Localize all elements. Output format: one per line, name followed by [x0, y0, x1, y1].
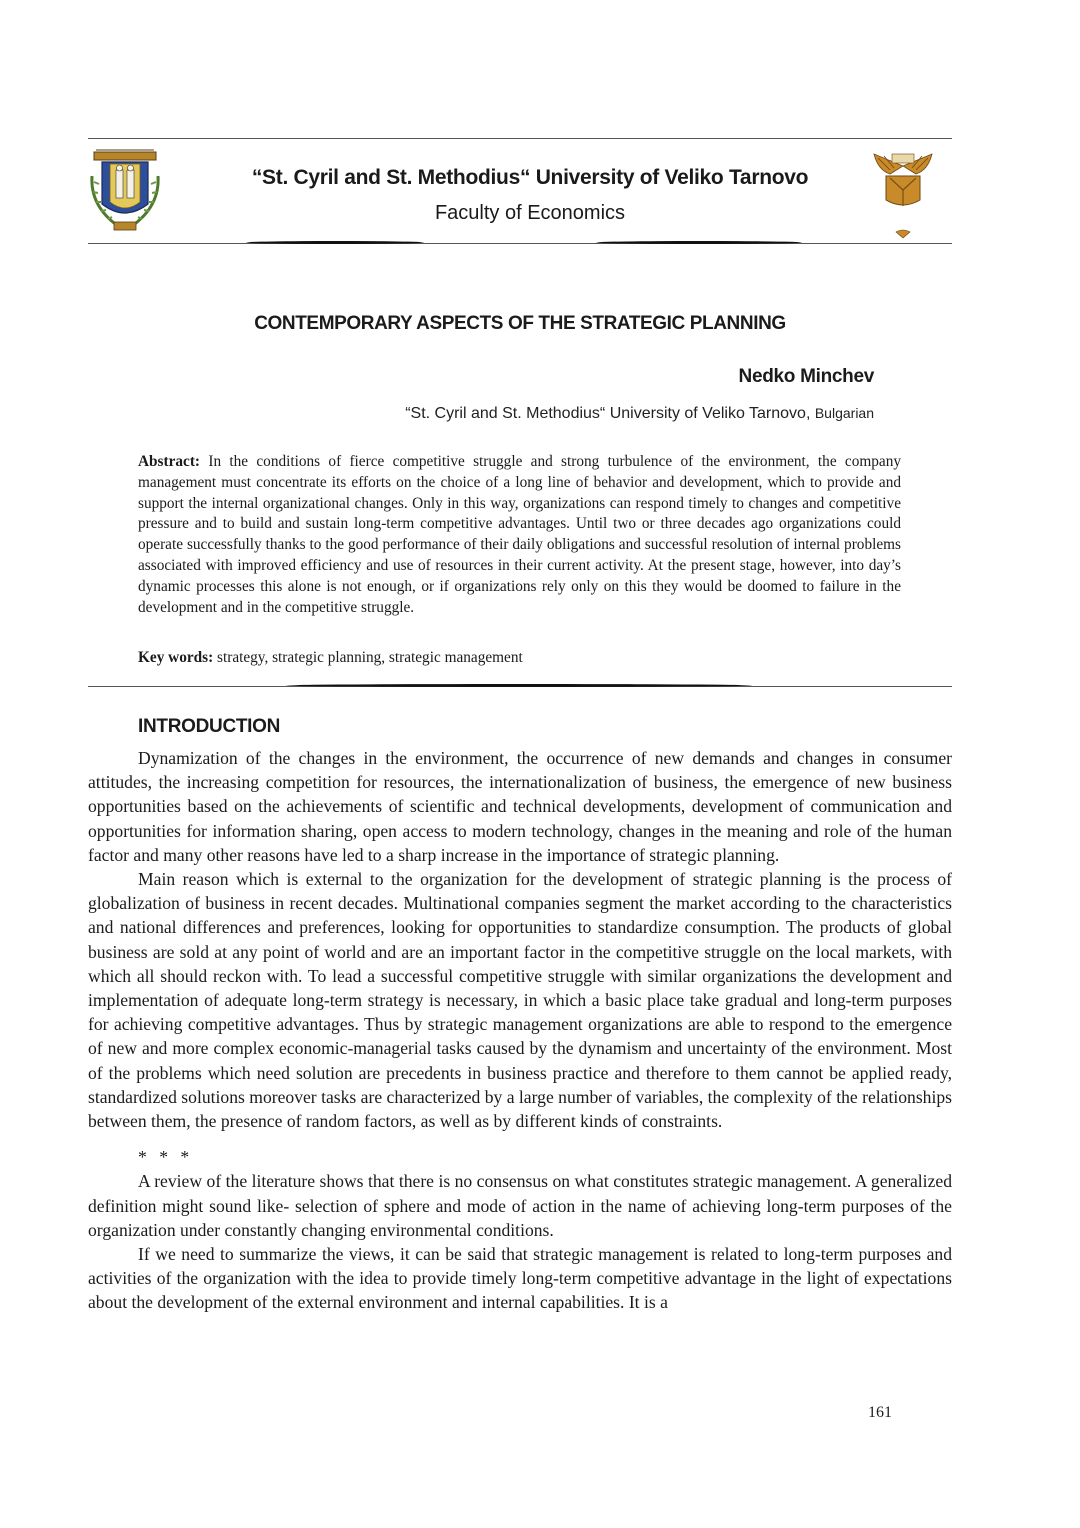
introduction-body [88, 746, 952, 1315]
paper-title: CONTEMPORARY ASPECTS OF THE STRATEGIC PLANNING [254, 313, 786, 334]
paragraph-1: Dynamization of the changes in the environment, the occurrence of new demands and changes in consumer attitudes, the increasing competition for resources, the internationalization of business, the emergence of new business opportunities based on the achievements of scientific and technical developments, development of communication and opportunities for information sharing, open access to modern technology, changes in the meaning and role of the human factor and many other reasons have led to a sharp increase in the importance of strategic planning. [88, 748, 952, 865]
keywords [138, 648, 901, 668]
paragraph-4: If we need to summarize the views, it can be said that strategic management is related to long-term purposes and activities of the organization with the idea to provide timely long-term competitive advantage in the light of expectations about the development of the external environment and internal capabilities. It is a [88, 1244, 952, 1313]
affiliation-country: Bulgarian [814, 405, 874, 421]
faculty-emblem-logo [868, 148, 938, 240]
author-name: Nedko Minchev [738, 366, 874, 387]
paragraph-3: A review of the literature shows that there is no consensus on what constitutes strategic management. A generalized definition might sound like- selection of sphere and mode of action in the name of achieving long-term purposes of the organization under constantly changing environmental conditions. [88, 1171, 952, 1240]
paragraph-2: Main reason which is external to the organization for the development of strategic planning is the process of globalization of business in recent decades. Multinational companies segment the market according to the characteristics and national differences and preferences, looking for opportunities to standardize consumption. The products of global business are sold at any point of world and are an important factor in the competitive struggle on the local markets, with which all should reckon with. To lead a successful competitive struggle with similar organizations the development and implementation of adequate long-term strategy is necessary, in which a basic place take gradual and long-term purposes for achieving competitive advantages. Thus by strategic management organizations are able to respond to the emergence of new and more complex economic-managerial tasks caused by the dynamism and uncertainty of the environment. Most of the problems which need solution are precedents in business practice and therefore to them cannot be applied ready, standardized solutions moreover tasks are characterized by a large number of variables, the complexity of the relationships between them, the presence of random factors, as well as by different kinds of constraints. [88, 869, 952, 1132]
abstract-separator-swash [286, 684, 752, 687]
page-number: 161 [868, 1404, 892, 1421]
university-name: “St. Cyril and St. Methodius“ University of Veliko Tarnovo [251, 166, 809, 189]
header-swash-right [596, 241, 802, 244]
abstract-label: Abstract: [138, 453, 201, 470]
header-bottom-rule [88, 243, 952, 244]
keywords-label: Key words: [138, 649, 214, 666]
header-swash-left [246, 241, 424, 244]
introduction-heading: INTRODUCTION [138, 716, 281, 737]
university-seal-logo [88, 146, 162, 234]
header-top-rule [88, 138, 952, 139]
author-affiliation [405, 405, 874, 423]
affiliation-university: “St. Cyril and St. Methodius“ University of Veliko Tarnovo, [405, 405, 811, 422]
abstract [138, 452, 901, 618]
faculty-name: Faculty of Economics [434, 202, 626, 224]
keywords-text: strategy, strategic planning, strategic management [217, 649, 523, 666]
section-break-stars: * * * [138, 1147, 194, 1168]
abstract-text: In the conditions of fierce competitive struggle and strong turbulence of the environment, the company management must concentrate its efforts on the choice of a long line of behavior and development, which to provide and support the internal organizational changes. Only in this way, organizations can respond timely to changes and competitive pressure and to build and sustain long-term competitive advantages. Until two or three decades ago organizations could operate successfully thanks to the good performance of their daily obligations and successful resolution of internal problems associated with improved efficiency and use of resources in their current activity. At the present stage, however, into day’s dynamic processes this alone is not enough, or if organizations rely only on this they would be doomed to failure in the development and in the competitive struggle. [138, 453, 901, 616]
